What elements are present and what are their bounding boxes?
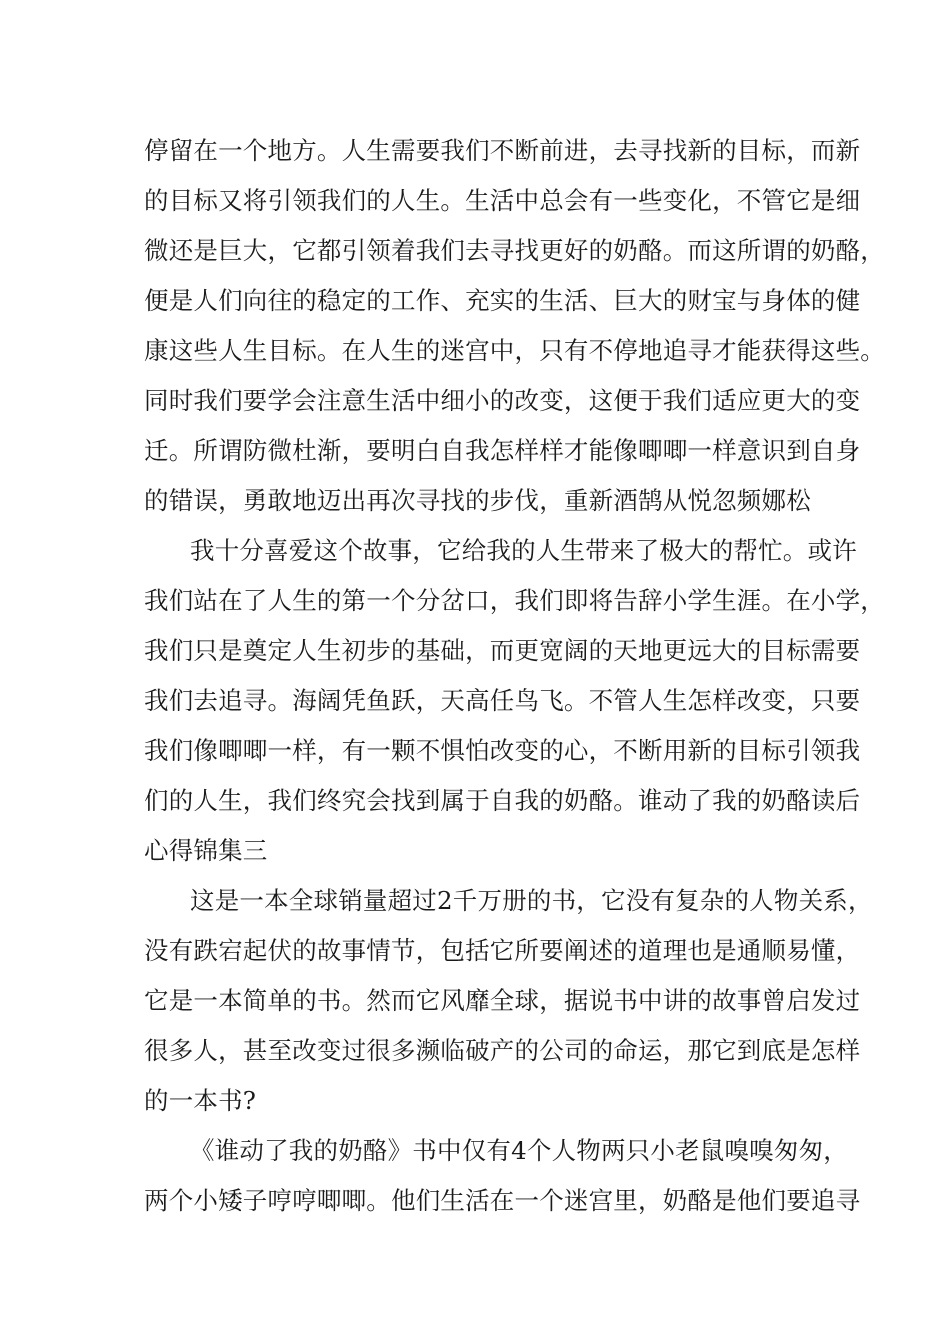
text-line: 们的人生，我们终究会找到属于自我的奶酪。谁动了我的奶酪读后 (144, 786, 861, 815)
text-line: 两个小矮子哼哼唧唧。他们生活在一个迷宫里，奶酪是他们要追寻 (144, 1186, 861, 1215)
paragraph-first-line: 这是一本全球销量超过2千万册的书，它没有复杂的人物关系， (190, 886, 873, 915)
text-line: 很多人，甚至改变过很多濒临破产的公司的命运，那它到底是怎样 (144, 1036, 861, 1065)
text-line: 的目标又将引领我们的人生。生活中总会有一些变化，不管它是细 (144, 186, 861, 215)
text-line: 的错误，勇敢地迈出再次寻找的步伐，重新酒鹄从悦忽频娜松 (144, 486, 811, 515)
text-line: 我们像唧唧一样，有一颗不惧怕改变的心，不断用新的目标引领我 (144, 736, 861, 765)
text-line: 我们去追寻。海阔凭鱼跃，天高任鸟飞。不管人生怎样改变，只要 (144, 686, 861, 715)
text-line: 迁。所谓防微杜渐，要明白自我怎样样才能像唧唧一样意识到自身 (144, 436, 861, 465)
paragraph-first-line: 我十分喜爱这个故事，它给我的人生带来了极大的帮忙。或许 (190, 536, 857, 565)
text-line: 我们只是奠定人生初步的基础，而更宽阔的天地更远大的目标需要 (144, 636, 861, 665)
text-line: 它是一本简单的书。然而它风靡全球，据说书中讲的故事曾启发过 (144, 986, 861, 1015)
text-line: 我们站在了人生的第一个分岔口，我们即将告辞小学生涯。在小学， (144, 586, 885, 615)
text-line: 康这些人生目标。在人生的迷宫中，只有不停地追寻才能获得这些。 (144, 336, 885, 365)
text-line: 停留在一个地方。人生需要我们不断前进，去寻找新的目标，而新 (144, 136, 861, 165)
text-line: 没有跌宕起伏的故事情节，包括它所要阐述的道理也是通顺易懂， (144, 936, 861, 965)
text-line: 微还是巨大，它都引领着我们去寻找更好的奶酪。而这所谓的奶酪， (144, 236, 885, 265)
paragraph-first-line: 《谁动了我的奶酪》书中仅有4个人物两只小老鼠嗅嗅匆匆， (190, 1136, 848, 1165)
text-line: 心得锦集三 (144, 836, 268, 865)
text-line: 同时我们要学会注意生活中细小的改变，这便于我们适应更大的变 (144, 386, 861, 415)
text-line: 的一本书? (144, 1086, 257, 1115)
text-line: 便是人们向往的稳定的工作、充实的生活、巨大的财宝与身体的健 (144, 286, 861, 315)
